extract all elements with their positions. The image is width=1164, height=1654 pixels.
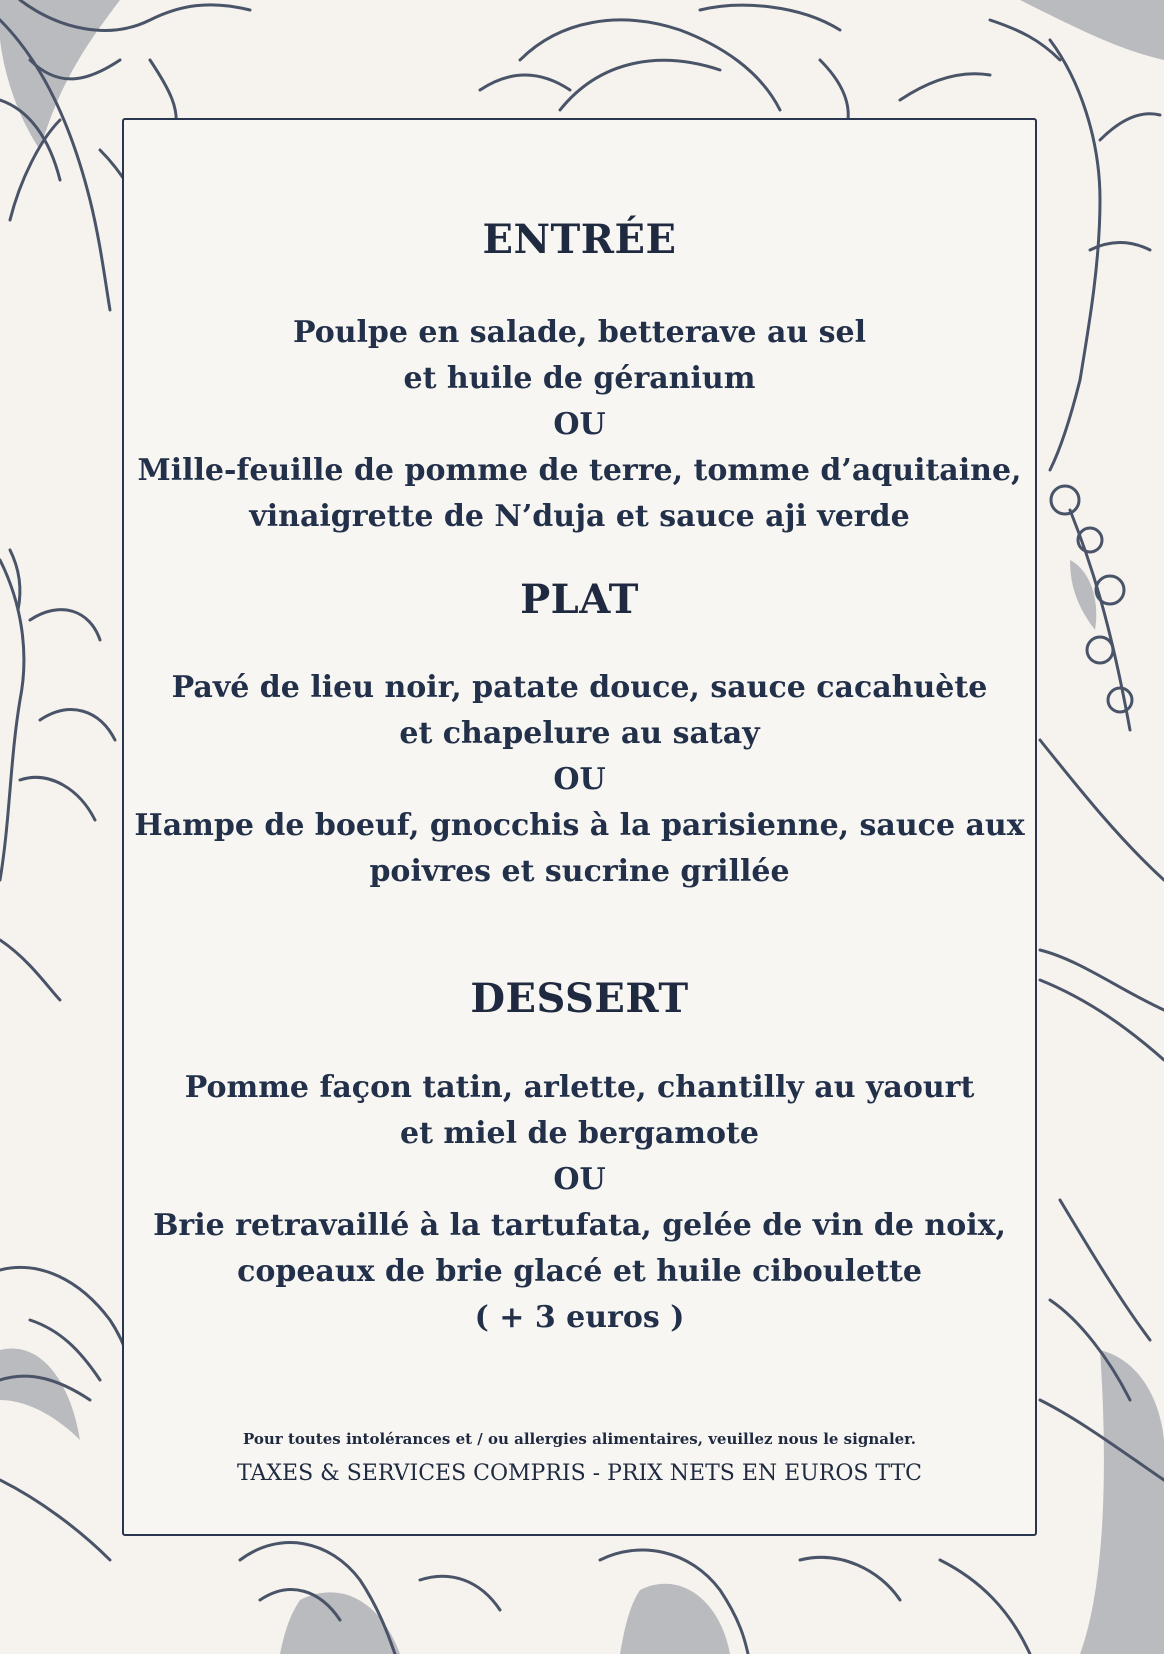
dish-line: et huile de géranium [403, 361, 756, 396]
section-title-dessert: DESSERT [470, 975, 689, 1022]
dish-line: Pavé de lieu noir, patate douce, sauce cacahuète [171, 670, 988, 705]
supplement-note: ( + 3 euros ) [474, 1300, 685, 1335]
section-title-plat: PLAT [520, 576, 639, 623]
dish-line: Pomme façon tatin, arlette, chantilly au yaourt [184, 1070, 975, 1105]
allergy-note: Pour toutes intolérances et / ou allergies alimentaires, veuillez nous le signaler. [243, 1430, 916, 1448]
section-title-entree: ENTRÉE [482, 216, 677, 263]
dish-line: Hampe de boeuf, gnocchis à la parisienne, sauce aux [134, 808, 1025, 843]
taxes-note: TAXES & SERVICES COMPRIS - PRIX NETS EN EUROS TTC [236, 1461, 923, 1486]
or-separator: OU [553, 762, 606, 797]
or-separator: OU [553, 1162, 606, 1197]
dish-line: Brie retravaillé à la tartufata, gelée de vin de noix, [153, 1208, 1006, 1243]
dish-line: Mille-feuille de pomme de terre, tomme d’aquitaine, [137, 453, 1022, 488]
dish-line: vinaigrette de N’duja et sauce aji verde [249, 499, 910, 534]
dish-line: poivres et sucrine grillée [369, 854, 790, 889]
dish-line: et chapelure au satay [399, 716, 760, 751]
dessert-dishes [124, 1065, 1035, 1341]
plat-dishes [124, 665, 1035, 895]
menu-card [122, 118, 1037, 1536]
dish-line: Poulpe en salade, betterave au sel [292, 315, 867, 350]
dish-line: copeaux de brie glacé et huile ciboulette [237, 1254, 922, 1289]
or-separator: OU [553, 407, 606, 442]
dish-line: et miel de bergamote [400, 1116, 759, 1151]
entree-dishes [124, 310, 1035, 540]
